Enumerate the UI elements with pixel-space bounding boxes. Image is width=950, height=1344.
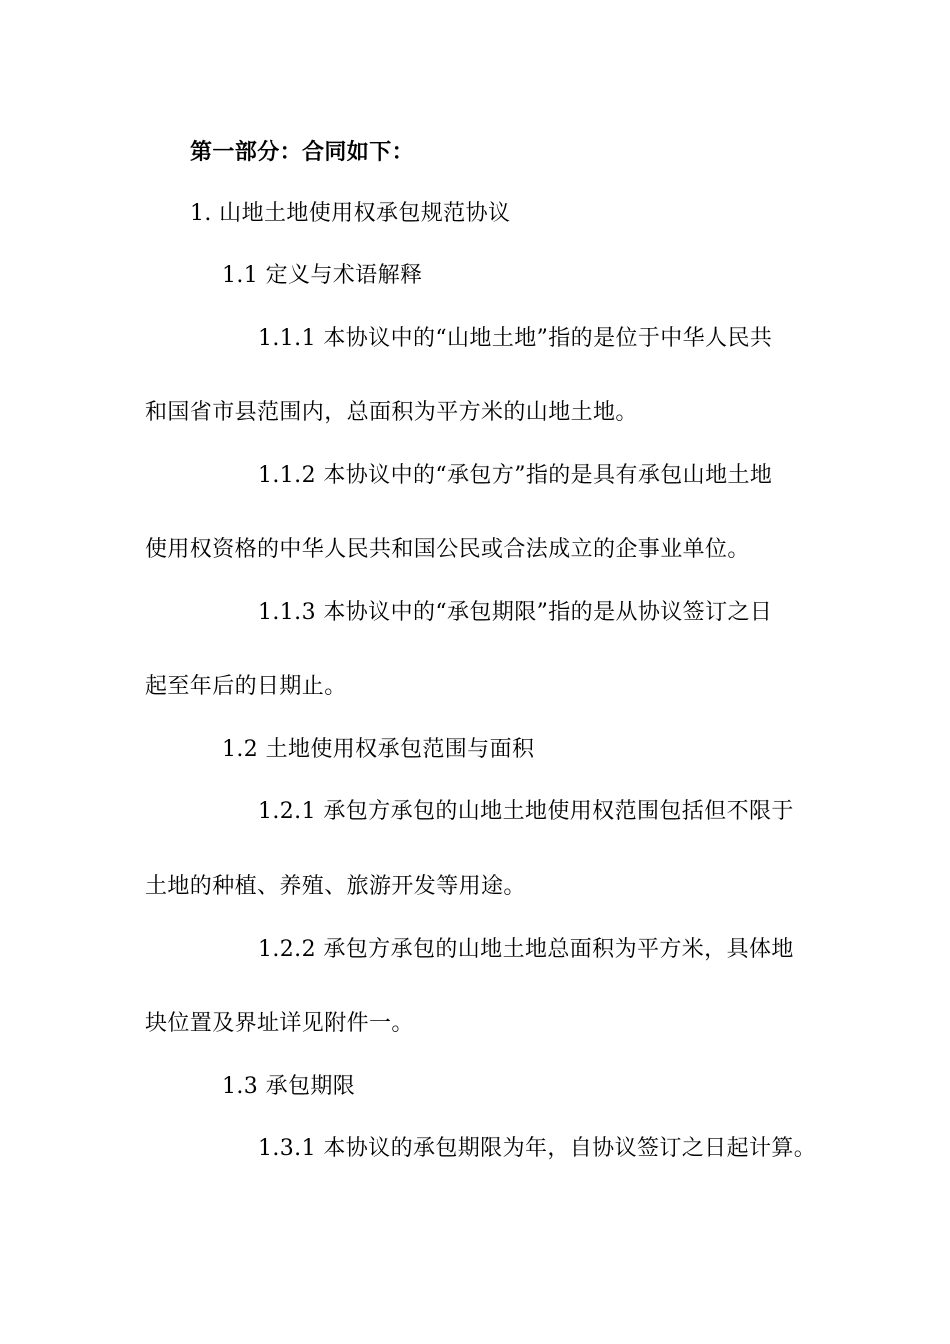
clause-1-2-2-line-2: 块位置及界址详见附件一。: [145, 1011, 414, 1036]
clause-1-2-2-line-1: 1.2.2 承包方承包的山地土地总面积为平方米，具体地: [258, 937, 794, 962]
clause-1-1-2-line-1: 1.1.2 本协议中的“承包方”指的是具有承包山地土地: [258, 463, 773, 488]
clause-1-1-1-line-2: 和国省市县范围内，总面积为平方米的山地土地。: [145, 400, 638, 425]
clause-1-3-1-line-1: 1.3.1 本协议的承包期限为年，自协议签订之日起计算。: [258, 1136, 817, 1161]
section-1-1-title: 1.1 定义与术语解释: [222, 263, 423, 288]
clause-1-1-2-line-2: 使用权资格的中华人民共和国公民或合法成立的企事业单位。: [145, 537, 750, 562]
clause-1-1-3-line-2: 起至年后的日期止。: [145, 674, 347, 699]
part-title: 第一部分：合同如下：: [190, 140, 415, 165]
section-1-3-title: 1.3 承包期限: [222, 1074, 356, 1099]
section-1-2-title: 1.2 土地使用权承包范围与面积: [222, 737, 535, 762]
section-1-title: 1. 山地土地使用权承包规范协议: [190, 201, 511, 226]
clause-1-2-1-line-1: 1.2.1 承包方承包的山地土地使用权范围包括但不限于: [258, 799, 794, 824]
clause-1-2-1-line-2: 土地的种植、养殖、旅游开发等用途。: [145, 874, 526, 899]
clause-1-1-3-line-1: 1.1.3 本协议中的“承包期限”指的是从协议签订之日: [258, 600, 773, 625]
clause-1-1-1-line-1: 1.1.1 本协议中的“山地土地”指的是位于中华人民共: [258, 326, 773, 351]
